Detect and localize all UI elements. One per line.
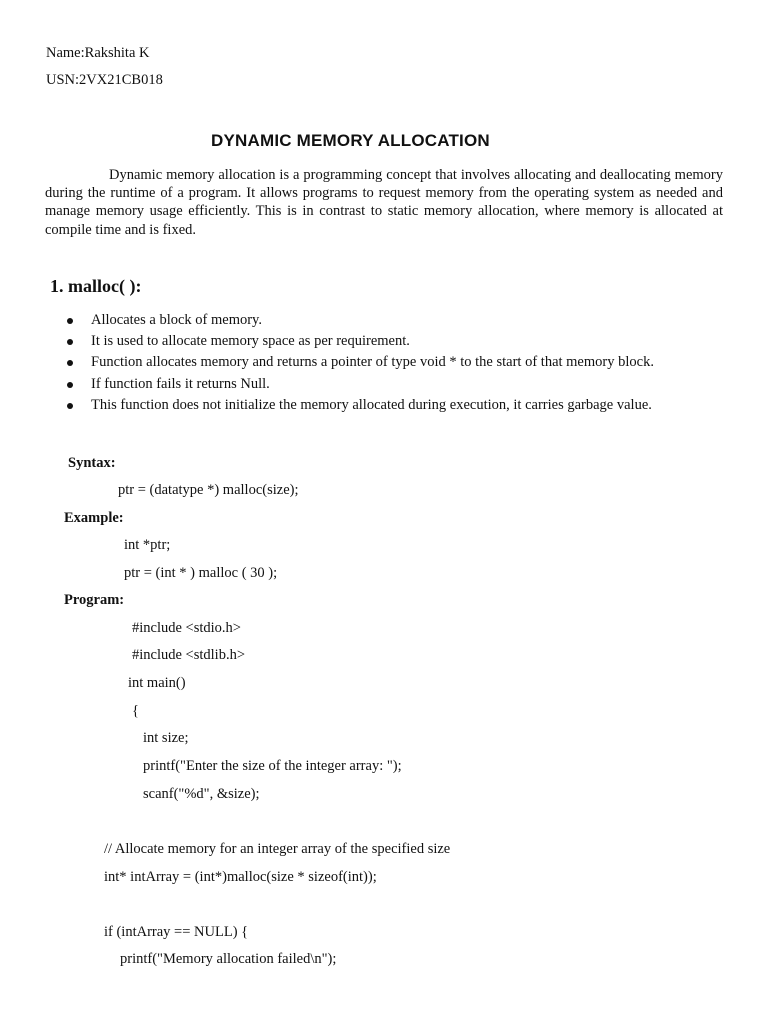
intro-text: Dynamic memory allocation is a programming concept that involves allocating and deallocating memory during the runtime of a program. It allows programs to request memory from the operating system as needed and manage memory usage efficiently. This is in contrast to static memory allocation, where memory is allocated at compile time and is fixed. (45, 167, 723, 238)
bullet-icon (67, 339, 73, 345)
bullet-icon (67, 360, 73, 366)
malloc-bullet-list (48, 311, 654, 417)
list-item: If function fails it returns Null. (48, 375, 654, 396)
example-line: ptr = (int * ) malloc ( 30 ); (124, 565, 278, 581)
code-line: scanf("%d", &size); (143, 786, 260, 802)
code-line: if (intArray == NULL) { (104, 924, 249, 940)
section-title-malloc: 1. malloc( ): (50, 276, 142, 296)
code-line: int* intArray = (int*)malloc(size * sizeof(int)); (104, 869, 377, 885)
bullet-icon (67, 403, 73, 409)
list-item: This function does not initialize the memory allocated during execution, it carries garbage value. (48, 396, 654, 417)
document-title: DYNAMIC MEMORY ALLOCATION (211, 131, 490, 150)
syntax-code: ptr = (datatype *) malloc(size); (118, 482, 299, 498)
code-line: #include <stdio.h> (132, 620, 241, 636)
bullet-icon (67, 382, 73, 388)
code-line: printf("Enter the size of the integer array: "); (143, 758, 402, 774)
list-item: It is used to allocate memory space as per requirement. (48, 332, 654, 353)
list-item: Function allocates memory and returns a pointer of type void * to the start of that memory block. (48, 353, 654, 374)
code-line: int main() (128, 675, 186, 691)
code-comment: // Allocate memory for an integer array of the specified size (104, 841, 451, 857)
student-name: Name:Rakshita K (46, 45, 150, 61)
example-line: int *ptr; (124, 537, 171, 553)
student-usn: USN:2VX21CB018 (46, 72, 163, 88)
intro-paragraph (45, 166, 723, 239)
code-line: printf("Memory allocation failed\n"); (120, 951, 337, 967)
syntax-label: Syntax: (68, 455, 116, 471)
code-line: #include <stdlib.h> (132, 647, 246, 663)
example-label: Example: (64, 510, 124, 526)
list-item: Allocates a block of memory. (48, 311, 654, 332)
code-line: int size; (143, 730, 189, 746)
program-label: Program: (64, 592, 125, 608)
code-line: { (132, 703, 139, 719)
bullet-icon (67, 318, 73, 324)
